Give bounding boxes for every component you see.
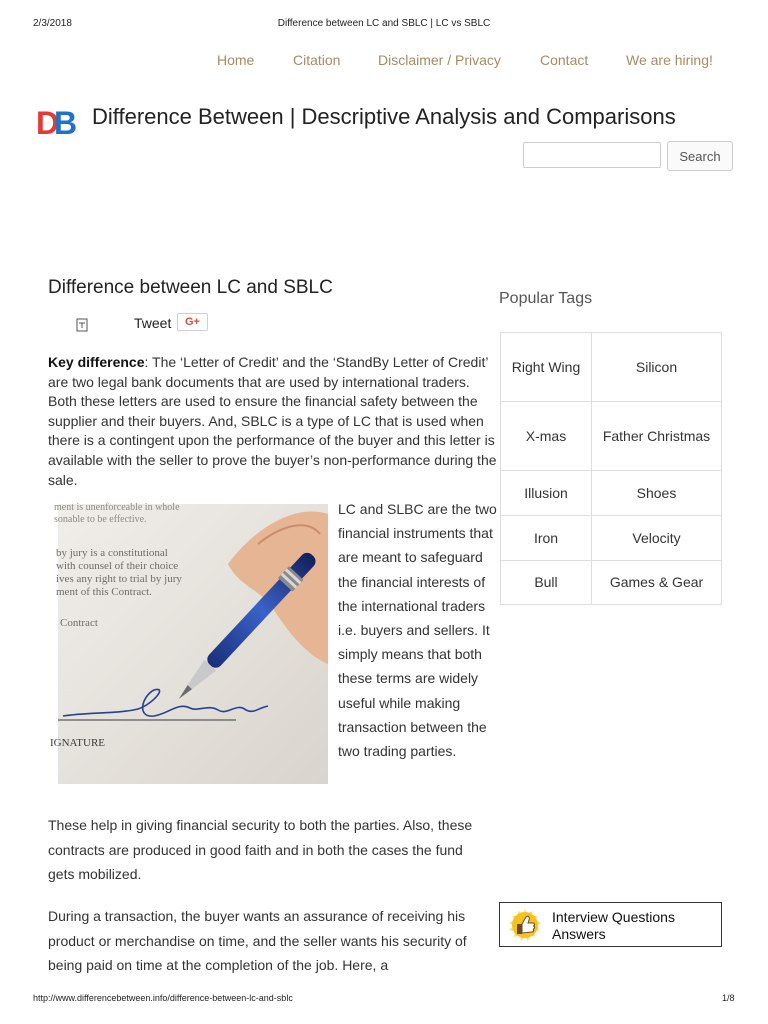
print-date: 2/3/2018	[33, 18, 72, 29]
print-footer-url: http://www.differencebetween.info/difference-between-lc-and-sblc	[33, 993, 293, 1003]
svg-text:D: D	[36, 105, 60, 141]
tag-silicon[interactable]: Silicon	[592, 333, 722, 402]
photo-line-1: by jury is a constitutional	[56, 547, 168, 559]
tag-shoes[interactable]: Shoes	[592, 471, 722, 516]
search-button[interactable]: Search	[667, 141, 733, 171]
interview-questions-banner[interactable]	[499, 902, 722, 947]
nav-disclaimer-privacy[interactable]: Disclaimer / Privacy	[378, 52, 501, 68]
photo-line-3: ives any right to trial by jury	[56, 573, 182, 585]
banner-line-1: Interview Questions	[552, 909, 675, 925]
nav-citation[interactable]: Citation	[293, 52, 341, 68]
tag-father-christmas[interactable]: Father Christmas	[592, 402, 722, 471]
photo-line-2: with counsel of their choice	[56, 560, 179, 572]
article-title: Difference between LC and SBLC	[48, 277, 333, 298]
photo-contract-label: Contract	[60, 617, 98, 629]
bookmark-icon[interactable]	[76, 318, 88, 332]
continuation-paragraph: These help in giving financial security to both the parties. Also, these contracts are produced in good faith and in both the cases the fund gets mobilized.	[48, 817, 473, 882]
nav-contact[interactable]: Contact	[540, 52, 589, 68]
tag-bull[interactable]: Bull	[501, 561, 592, 605]
svg-text:B: B	[54, 105, 78, 141]
article-photo	[50, 502, 328, 784]
svg-text:ment is unenforceable in whole: ment is unenforceable in whole	[54, 502, 180, 513]
nav-we-are-hiring[interactable]: We are hiring!	[626, 52, 713, 68]
tag-games-and-gear[interactable]: Games & Gear	[592, 561, 722, 605]
thumbs-up-icon	[508, 908, 542, 942]
tweet-button[interactable]: Tweet	[134, 315, 172, 331]
search-input[interactable]	[523, 142, 661, 168]
print-title: Difference between LC and SBLC | LC vs SBLC	[277, 18, 491, 29]
popular-tags-table	[500, 332, 722, 605]
tag-velocity[interactable]: Velocity	[592, 516, 722, 561]
photo-line-4: ment of this Contract.	[56, 586, 152, 598]
side-paragraph: LC and SLBC are the two financial instruments that are meant to safeguard the financial interests of the international traders i.e. buyers and sellers. It simply means that both these terms are widely useful while making transaction between the two trading parties.	[338, 501, 497, 760]
banner-line-2: Answers	[552, 926, 606, 942]
print-footer-page: 1/8	[722, 993, 735, 1003]
tag-right-wing[interactable]: Right Wing	[501, 333, 592, 402]
site-title[interactable]: Difference Between | Descriptive Analysis and Comparisons	[92, 104, 676, 129]
third-paragraph: During a transaction, the buyer wants an assurance of receiving his product or merchandise on time, and the seller wants his security of being paid on time at the completion of the job. Here, a	[48, 908, 467, 973]
tag-iron[interactable]: Iron	[501, 516, 592, 561]
tag-x-mas[interactable]: X-mas	[501, 402, 592, 471]
svg-text:sonable to be effective.: sonable to be effective.	[54, 514, 147, 525]
google-plus-button[interactable]: G+	[177, 313, 208, 331]
popular-tags-heading: Popular Tags	[499, 290, 593, 307]
key-difference-paragraph	[48, 353, 498, 490]
key-difference-label: Key difference	[48, 354, 145, 370]
photo-signature-label: IGNATURE	[50, 737, 105, 749]
site-logo[interactable]	[36, 105, 78, 141]
key-difference-text: : The ‘Letter of Credit’ and the ‘StandBy Letter of Credit’ are two legal bank documents that are used by international traders. Both these letters are used to ensure the financial safety between the supplier and their buyers. And, SBLC is a type of LC that is used when there is a contingent upon the performance of the buyer and this letter is available with the seller to prove the buyer’s non-performance during the sale.	[48, 354, 497, 488]
tag-illusion[interactable]: Illusion	[501, 471, 592, 516]
nav-home[interactable]: Home	[217, 52, 255, 68]
